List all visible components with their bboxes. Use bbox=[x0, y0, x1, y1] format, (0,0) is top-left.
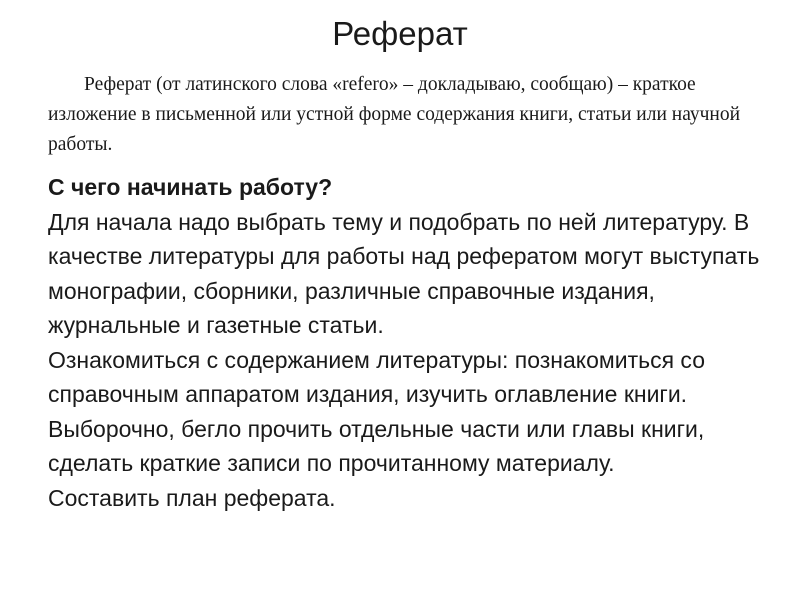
slide-body bbox=[48, 170, 768, 515]
slide-title: Реферат bbox=[332, 15, 468, 52]
body-paragraph-plan: Составить план реферата. bbox=[48, 484, 336, 511]
section-heading: С чего начинать работу? bbox=[48, 174, 333, 200]
body-paragraph-reading: Ознакомиться с содержанием литературы: познакомиться со справочным аппаратом издания, изучить оглавление книги. Выборочно, бегло прочить отдельные части или главы книги, сделать краткие записи по прочитанному материалу. bbox=[48, 346, 705, 476]
definition-paragraph: Реферат (от латинского слова «refero» – докладываю, сообщаю) – краткое изложение в письменной или устной форме содержания книги, статьи или научной работы. bbox=[48, 74, 741, 155]
body-paragraph-literature: Для начала надо выбрать тему и подобрать по ней литературу. В качестве литературы для работы над рефератом могут выступать монографии, сборники, различные справочные издания, журнальные и газетные статьи. bbox=[48, 208, 760, 338]
